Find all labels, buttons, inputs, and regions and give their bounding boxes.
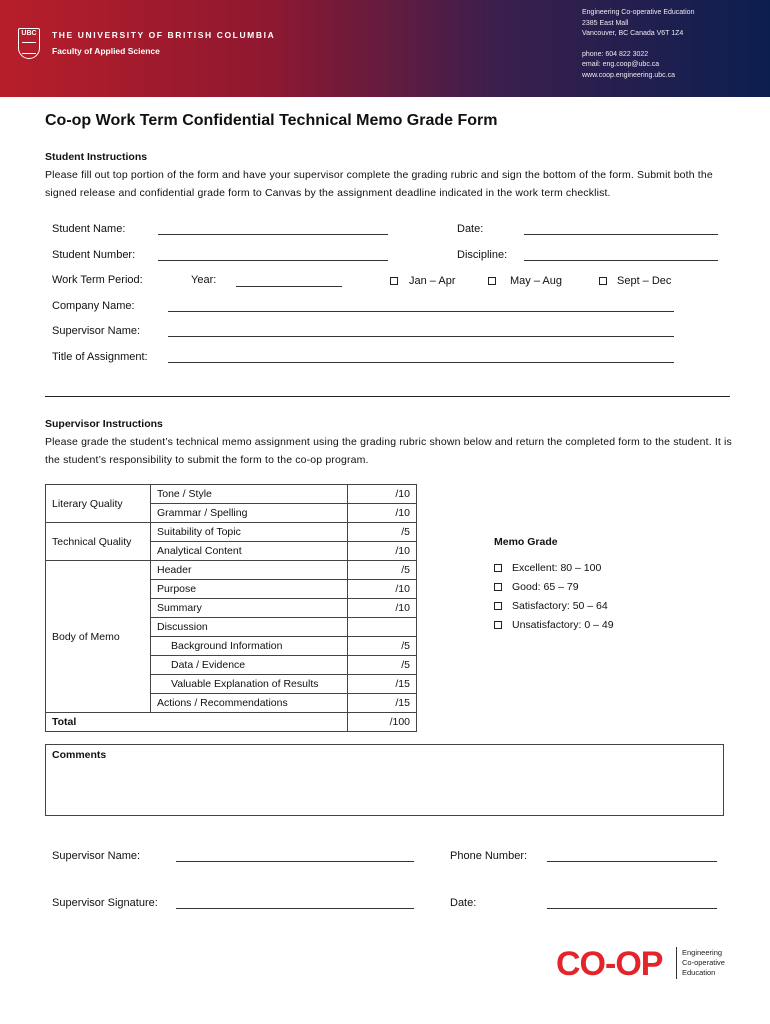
criterion: Purpose [151,580,348,599]
max-score[interactable]: /5 [348,523,417,542]
category-body: Body of Memo [46,561,151,713]
year-field[interactable] [236,286,342,287]
student-number-label: Student Number: [52,249,136,261]
max-score[interactable]: /15 [348,694,417,713]
company-name-label: Company Name: [52,300,135,312]
category-literary: Literary Quality [46,485,151,523]
phone-field[interactable] [547,861,717,862]
max-score [348,618,417,637]
comments-box[interactable] [45,744,724,816]
criterion: Suitability of Topic [151,523,348,542]
max-score[interactable]: /15 [348,675,417,694]
student-instructions-text: Please fill out top portion of the form and have your supervisor complete the grading rubric and sign the bottom of the form. Submit both the signed release and confidential grade form to Canvas by the assignment deadline indicated in the work term checklist. [45,169,713,199]
criterion: Header [151,561,348,580]
section-divider [45,396,730,397]
header-banner [0,0,770,97]
memo-grade-heading: Memo Grade [494,536,558,548]
date-label: Date: [457,223,484,235]
table-row [46,523,417,542]
contact-phone: phone: 604 822 3022 [582,50,649,58]
criterion: Summary [151,599,348,618]
ubc-crest-icon: UBC [18,28,40,59]
grade-checkbox[interactable] [494,564,502,572]
criterion: Background Information [151,637,348,656]
sup-name-field[interactable] [176,861,414,862]
category-technical: Technical Quality [46,523,151,561]
sup-name-label: Supervisor Name: [52,850,141,862]
contact-dept: Engineering Co-operative Education [582,9,695,16]
term-may-aug-checkbox[interactable] [488,277,496,285]
term-sept-dec-label: Sept – Dec [617,275,672,287]
term-jan-apr-checkbox[interactable] [390,277,398,285]
work-term-label: Work Term Period: [52,274,143,286]
sup-signature-label: Supervisor Signature: [52,897,158,909]
criterion: Grammar / Spelling [151,504,348,523]
term-jan-apr-label: Jan – Apr [409,275,456,287]
company-name-field[interactable] [168,311,674,312]
term-sept-dec-checkbox[interactable] [599,277,607,285]
form-title: Co-op Work Term Confidential Technical Memo Grade Form [45,112,498,129]
discipline-field[interactable] [524,260,718,261]
supervisor-name-field[interactable] [168,336,674,337]
contact-block [582,8,694,81]
student-name-label: Student Name: [52,223,126,235]
max-score[interactable]: /10 [348,485,417,504]
grade-option-unsatisfactory[interactable]: Unsatisfactory: 0 – 49 [494,619,614,631]
logo-divider [676,947,677,979]
student-instructions-heading: Student Instructions [45,151,148,163]
max-score[interactable]: /10 [348,599,417,618]
criterion: Discussion [151,618,348,637]
phone-label: Phone Number: [450,850,528,862]
contact-web: www.coop.engineering.ubc.ca [582,71,676,79]
assignment-title-label: Title of Assignment: [52,351,148,363]
logo-text: Engineering Co-operative Education [682,948,725,977]
supervisor-instructions-heading: Supervisor Instructions [45,418,163,430]
sign-date-label: Date: [450,897,477,909]
grading-rubric-table [45,484,417,732]
total-label: Total [46,713,348,732]
criterion: Actions / Recommendations [151,694,348,713]
sign-date-field[interactable] [547,908,717,909]
criterion: Data / Evidence [151,656,348,675]
university-name: THE UNIVERSITY OF BRITISH COLUMBIA [52,30,276,40]
grade-option-good[interactable]: Good: 65 – 79 [494,581,579,593]
max-score[interactable]: /5 [348,637,417,656]
grade-checkbox[interactable] [494,583,502,591]
assignment-title-field[interactable] [168,362,674,363]
max-score[interactable]: /5 [348,656,417,675]
sup-signature-field[interactable] [176,908,414,909]
contact-street: 2385 East Mall [582,19,629,27]
table-row [46,561,417,580]
coop-logo: CO-OP [556,945,663,983]
grade-checkbox[interactable] [494,602,502,610]
table-row [46,485,417,504]
date-field[interactable] [524,234,718,235]
supervisor-instructions-text: Please grade the student’s technical memo assignment using the grading rubric shown below and return the completed form to the student. It is the student’s responsibility to submit the form to the co-op program. [45,436,732,466]
term-may-aug-label: May – Aug [510,275,562,287]
criterion: Valuable Explanation of Results [151,675,348,694]
contact-email: email: eng.coop@ubc.ca [582,61,660,68]
max-score[interactable]: /5 [348,561,417,580]
table-row [46,713,417,732]
max-score[interactable]: /10 [348,580,417,599]
criterion: Analytical Content [151,542,348,561]
max-score[interactable]: /10 [348,542,417,561]
discipline-label: Discipline: [457,249,508,261]
total-score[interactable]: /100 [348,713,417,732]
faculty-name: Faculty of Applied Science [52,46,160,56]
grade-option-excellent[interactable]: Excellent: 80 – 100 [494,562,601,574]
grade-option-satisfactory[interactable]: Satisfactory: 50 – 64 [494,600,608,612]
student-name-field[interactable] [158,234,388,235]
contact-city: Vancouver, BC Canada V6T 1Z4 [582,30,684,37]
comments-label: Comments [52,749,107,761]
supervisor-name-label: Supervisor Name: [52,325,141,337]
student-number-field[interactable] [158,260,388,261]
criterion: Tone / Style [151,485,348,504]
max-score[interactable]: /10 [348,504,417,523]
year-label: Year: [191,274,217,286]
grade-checkbox[interactable] [494,621,502,629]
